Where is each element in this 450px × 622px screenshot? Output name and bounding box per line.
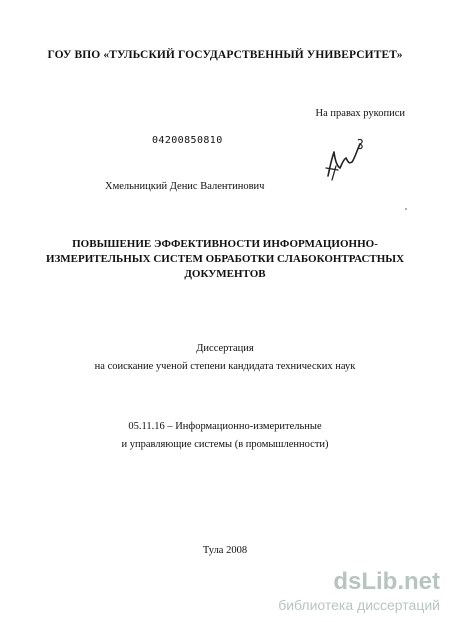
signature-image	[322, 136, 366, 182]
watermark	[278, 570, 440, 613]
degree-line: на соискание ученой степени кандидата технических наук	[94, 361, 356, 372]
university-header: ГОУ ВПО «ТУЛЬСКИЙ ГОСУДАРСТВЕННЫЙ УНИВЕРСИТЕТ»	[47, 49, 403, 61]
catalog-code: 04200850810	[152, 135, 223, 146]
city-year: Тула 2008	[202, 545, 248, 556]
scan-speck	[405, 208, 407, 210]
watermark-subtitle: библиотека диссертаций	[278, 597, 440, 613]
work-type: Диссертация	[196, 343, 254, 354]
title-line-3: ДОКУМЕНТОВ	[184, 268, 266, 280]
dissertation-title	[0, 237, 450, 282]
title-line-1: ПОВЫШЕНИЕ ЭФФЕКТИВНОСТИ ИНФОРМАЦИОННО-	[72, 238, 378, 250]
watermark-logo: dsLib.net	[333, 568, 440, 595]
specialty-line-2: и управляющие системы (в промышленности)	[121, 439, 329, 450]
rights-note: На правах рукописи	[315, 108, 405, 119]
author-name: Хмельницкий Денис Валентинович	[105, 181, 265, 192]
title-line-2: ИЗМЕРИТЕЛЬНЫХ СИСТЕМ ОБРАБОТКИ СЛАБОКОНТРАСТНЫХ	[45, 253, 405, 265]
specialty-line-1: 05.11.16 – Информационно-измерительные	[128, 421, 322, 432]
